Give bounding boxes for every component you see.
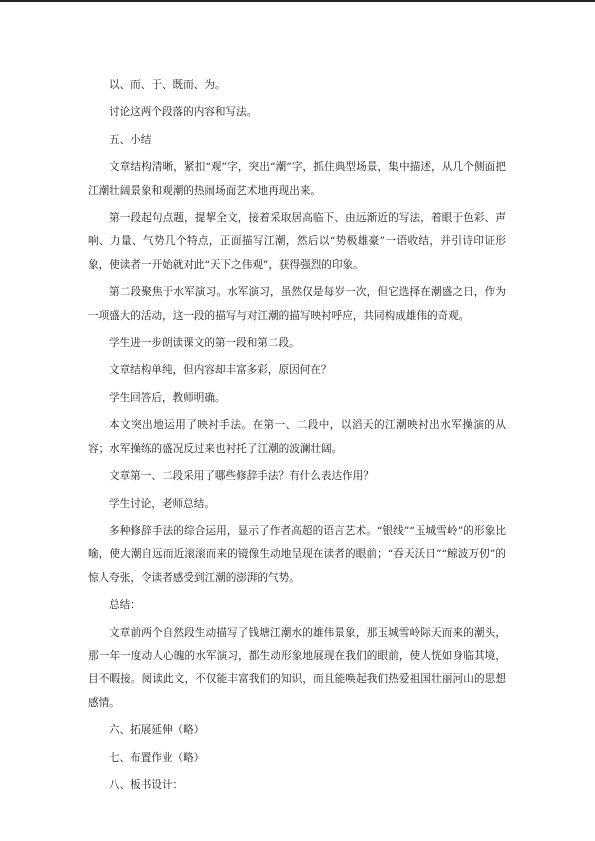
paragraph: 文章结构单纯，但内容却丰富多彩，原因何在？: [109, 364, 332, 377]
document-body: [88, 74, 506, 801]
paragraph: 总结：: [109, 599, 141, 612]
paragraph: 文章第一、二段采用了哪些修辞手法？有什么表达作用？: [109, 470, 374, 483]
section-heading: 七、布置作业（略）: [109, 751, 205, 764]
section-heading: 五、小结: [109, 133, 152, 146]
paragraph: 本文突出地运用了映衬手法。在第一、二段中，以滔天的江潮映衬出水军操演的从容；水军操练的盛况反过来也衬托了江潮的波澜壮阔。: [88, 419, 506, 455]
paragraph: 学生讨论，老师总结。: [109, 497, 215, 510]
section-heading: 六、拓展延伸（略）: [109, 724, 205, 737]
paragraph: 第二段聚焦于水军演习。水军演习，虽然仅是每岁一次，但它选择在潮盛之日，作为一项盛大的活动，这一段的描写与对江潮的描写映衬呼应，共同构成雄伟的奇观。: [88, 286, 506, 322]
paragraph: 文章结构清晰，紧扣“观”字，突出“潮”字，抓住典型场景，集中描述，从几个侧面把江潮壮阔景象和观潮的热闹场面艺术地再现出来。: [88, 161, 506, 197]
paragraph: 学生回答后，教师明确。: [109, 391, 226, 404]
paragraph: 多种修辞手法的综合运用，显示了作者高超的语言艺术。“银线”“玉城雪岭”的形象比喻，使大潮自远而近滚滚而来的镜像生动地呈现在读者的眼前；“吞天沃日”“鲸波万仞”的惊人夸张，令读者感受到江潮的澎湃的气势。: [88, 524, 506, 584]
top-rule: [0, 0, 595, 2]
paragraph: 以、而、于、既而、为。: [109, 79, 226, 91]
paragraph: 第一段起句点题，提挈全文，接着采取居高临下、由远渐近的写法，着眼于色彩、声响、力量、气势几个特点，正面描写江潮，然后以“势极雄豪”一语收结，并引诗印证形象，使读者一开始就对此“天下之伟观”，获得强烈的印象。: [88, 212, 506, 271]
paragraph: 学生进一步朗读课文的第一段和第二段。: [109, 337, 300, 350]
paragraph: 文章前两个自然段生动描写了钱塘江潮水的雄伟景象，那玉城雪岭际天而来的潮头，那一年一度动人心魄的水军演习，都生动形象地展现在我们的眼前，使人恍如身临其境，目不暇接。阅读此文，不仅能丰富我们的知识，而且能唤起我们热爱祖国壮丽河山的思想感情。: [88, 626, 506, 709]
section-heading: 八、板书设计：: [109, 778, 184, 791]
paragraph: 讨论这两个段落的内容和写法。: [109, 106, 258, 119]
